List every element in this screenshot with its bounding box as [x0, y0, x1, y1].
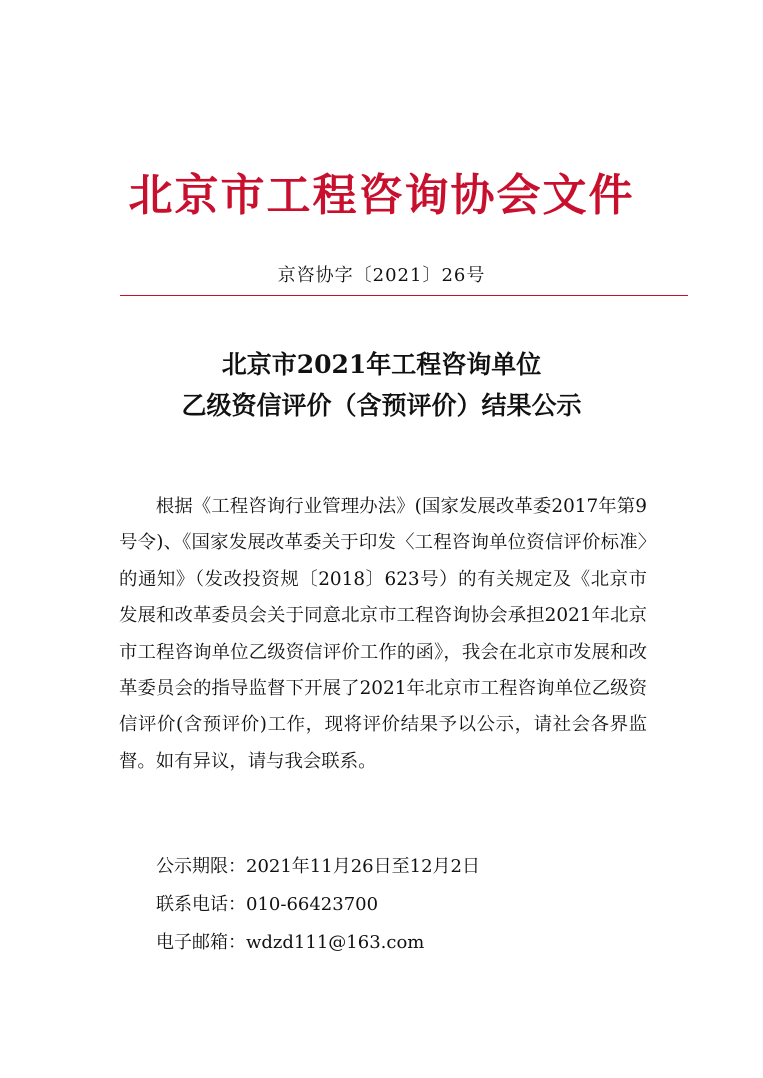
document-title-line-1: 北京市2021年工程咨询单位	[221, 350, 542, 379]
document-number: 京咨协字〔2021〕26号	[277, 265, 486, 286]
document-header-title: 北京市工程咨询协会文件	[128, 170, 635, 221]
contact-info	[119, 848, 679, 962]
document-title	[0, 344, 763, 426]
document-title-line-2: 乙级资信评价（含预评价）结果公示	[181, 391, 582, 420]
contact-email: 电子邮箱：wdzd111@163.com	[156, 932, 425, 953]
publicity-period: 公示期限：2021年11月26日至12月2日	[156, 856, 480, 877]
contact-phone: 联系电话：010-66423700	[156, 894, 379, 915]
header-divider	[120, 295, 688, 296]
body-paragraph: 根据《工程咨询行业管理办法》(国家发展改革委2017年第9号令)、《国家发展改革委关于印发〈工程咨询单位资信评价标准〉的通知》（发改投资规〔2018〕623号）的有关规定及《北京市发展和改革委员会关于同意北京市工程咨询协会承担2021年北京市工程咨询单位乙级资信评价工作的函》，我会在北京市发展和改革委员会的指导监督下开展了2021年北京市工程咨询单位乙级资信评价(含预评价)工作，现将评价结果予以公示，请社会各界监督。如有异议，请与我会联系。	[119, 496, 647, 772]
